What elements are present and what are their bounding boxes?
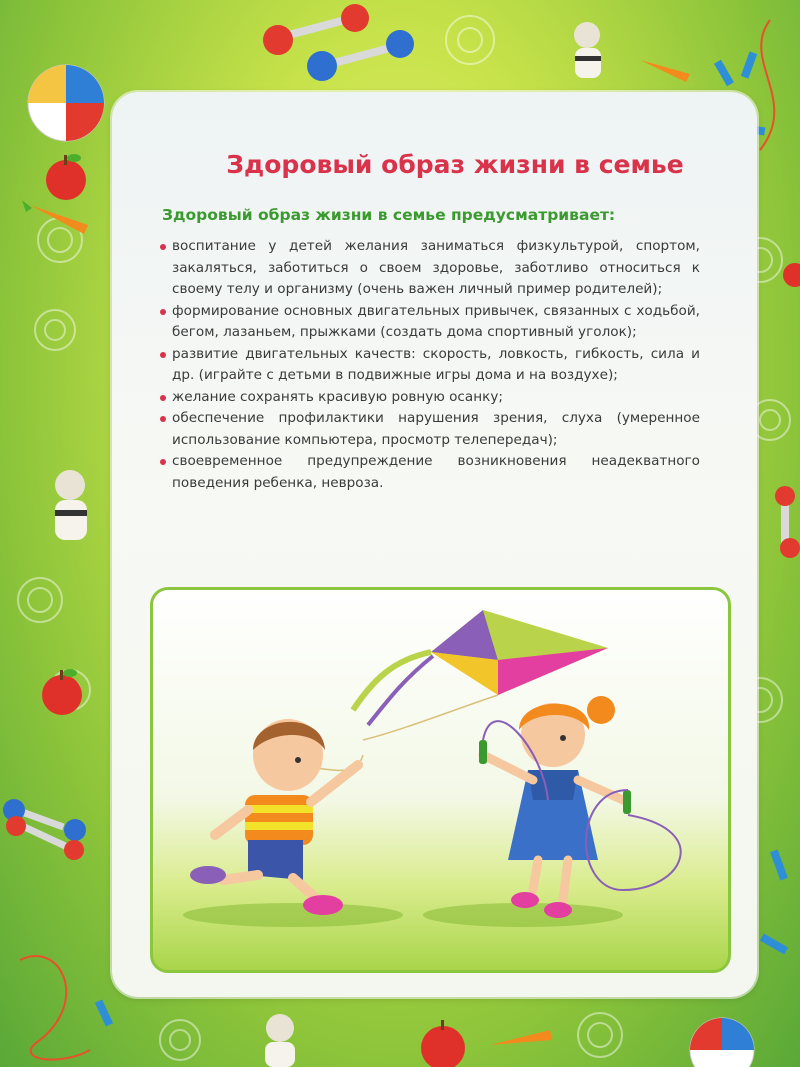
- boy-figure: [190, 719, 363, 915]
- teddy-bear-icon: [55, 470, 87, 540]
- dumbbell-icon: [307, 30, 414, 81]
- dumbbell-icon: [263, 4, 369, 55]
- list-item-text: формирование основных двигательных привычек, связанных с ходьбой, бегом, лазаньем, прыжками (создать дома спортивный уголок);: [172, 302, 700, 340]
- apple-icon: [783, 263, 800, 287]
- list-item-text: своевременное предупреждение возникновения неадекватного поведения ребенка, невроза.: [172, 453, 700, 491]
- list-item: [160, 408, 700, 451]
- dumbbell-icon: [775, 486, 800, 558]
- children-playing-illustration: [153, 590, 728, 970]
- apple-icon: [42, 669, 82, 715]
- carrot-icon: [640, 60, 690, 82]
- apple-icon: [46, 154, 86, 200]
- bullet-icon: [160, 395, 166, 401]
- recommendations-list: [160, 236, 700, 494]
- list-item: [160, 236, 700, 301]
- teddy-bear-icon: [265, 1014, 295, 1067]
- beach-ball-icon: [690, 1018, 754, 1067]
- girl-figure: [479, 696, 681, 918]
- apple-icon: [421, 1020, 465, 1067]
- list-item: [160, 387, 700, 409]
- page-title: Здоровый образ жизни в семье: [226, 150, 684, 179]
- list-item: [160, 301, 700, 344]
- list-item-text: обеспечение профилактики нарушения зрения, слуха (умеренное использование компьютера, просмотр телепередач);: [172, 410, 700, 448]
- bullet-icon: [160, 352, 166, 358]
- list-item: [160, 344, 700, 387]
- bullet-icon: [160, 244, 166, 250]
- beach-ball-icon: [28, 65, 104, 141]
- list-item: [160, 451, 700, 494]
- carrot-icon: [490, 1030, 552, 1045]
- list-item-text: желание сохранять красивую ровную осанку;: [172, 388, 503, 405]
- bullet-icon: [160, 459, 166, 465]
- teddy-bear-icon: [574, 22, 601, 78]
- bullet-icon: [160, 309, 166, 315]
- list-item-text: воспитание у детей желания заниматься физкультурой, спортом, закаляться, заботиться о своем здоровье, заботливо относиться к своему телу и организму (очень важен личный пример родителей);: [172, 238, 700, 297]
- bullet-icon: [160, 416, 166, 422]
- section-subtitle: Здоровый образ жизни в семье предусматривает:: [162, 206, 616, 224]
- list-item-text: развитие двигательных качеств: скорость, ловкость, гибкость, сила и др. (играйте с детьми в подвижные игры дома и на воздухе);: [172, 345, 700, 383]
- illustration-frame: [150, 587, 731, 973]
